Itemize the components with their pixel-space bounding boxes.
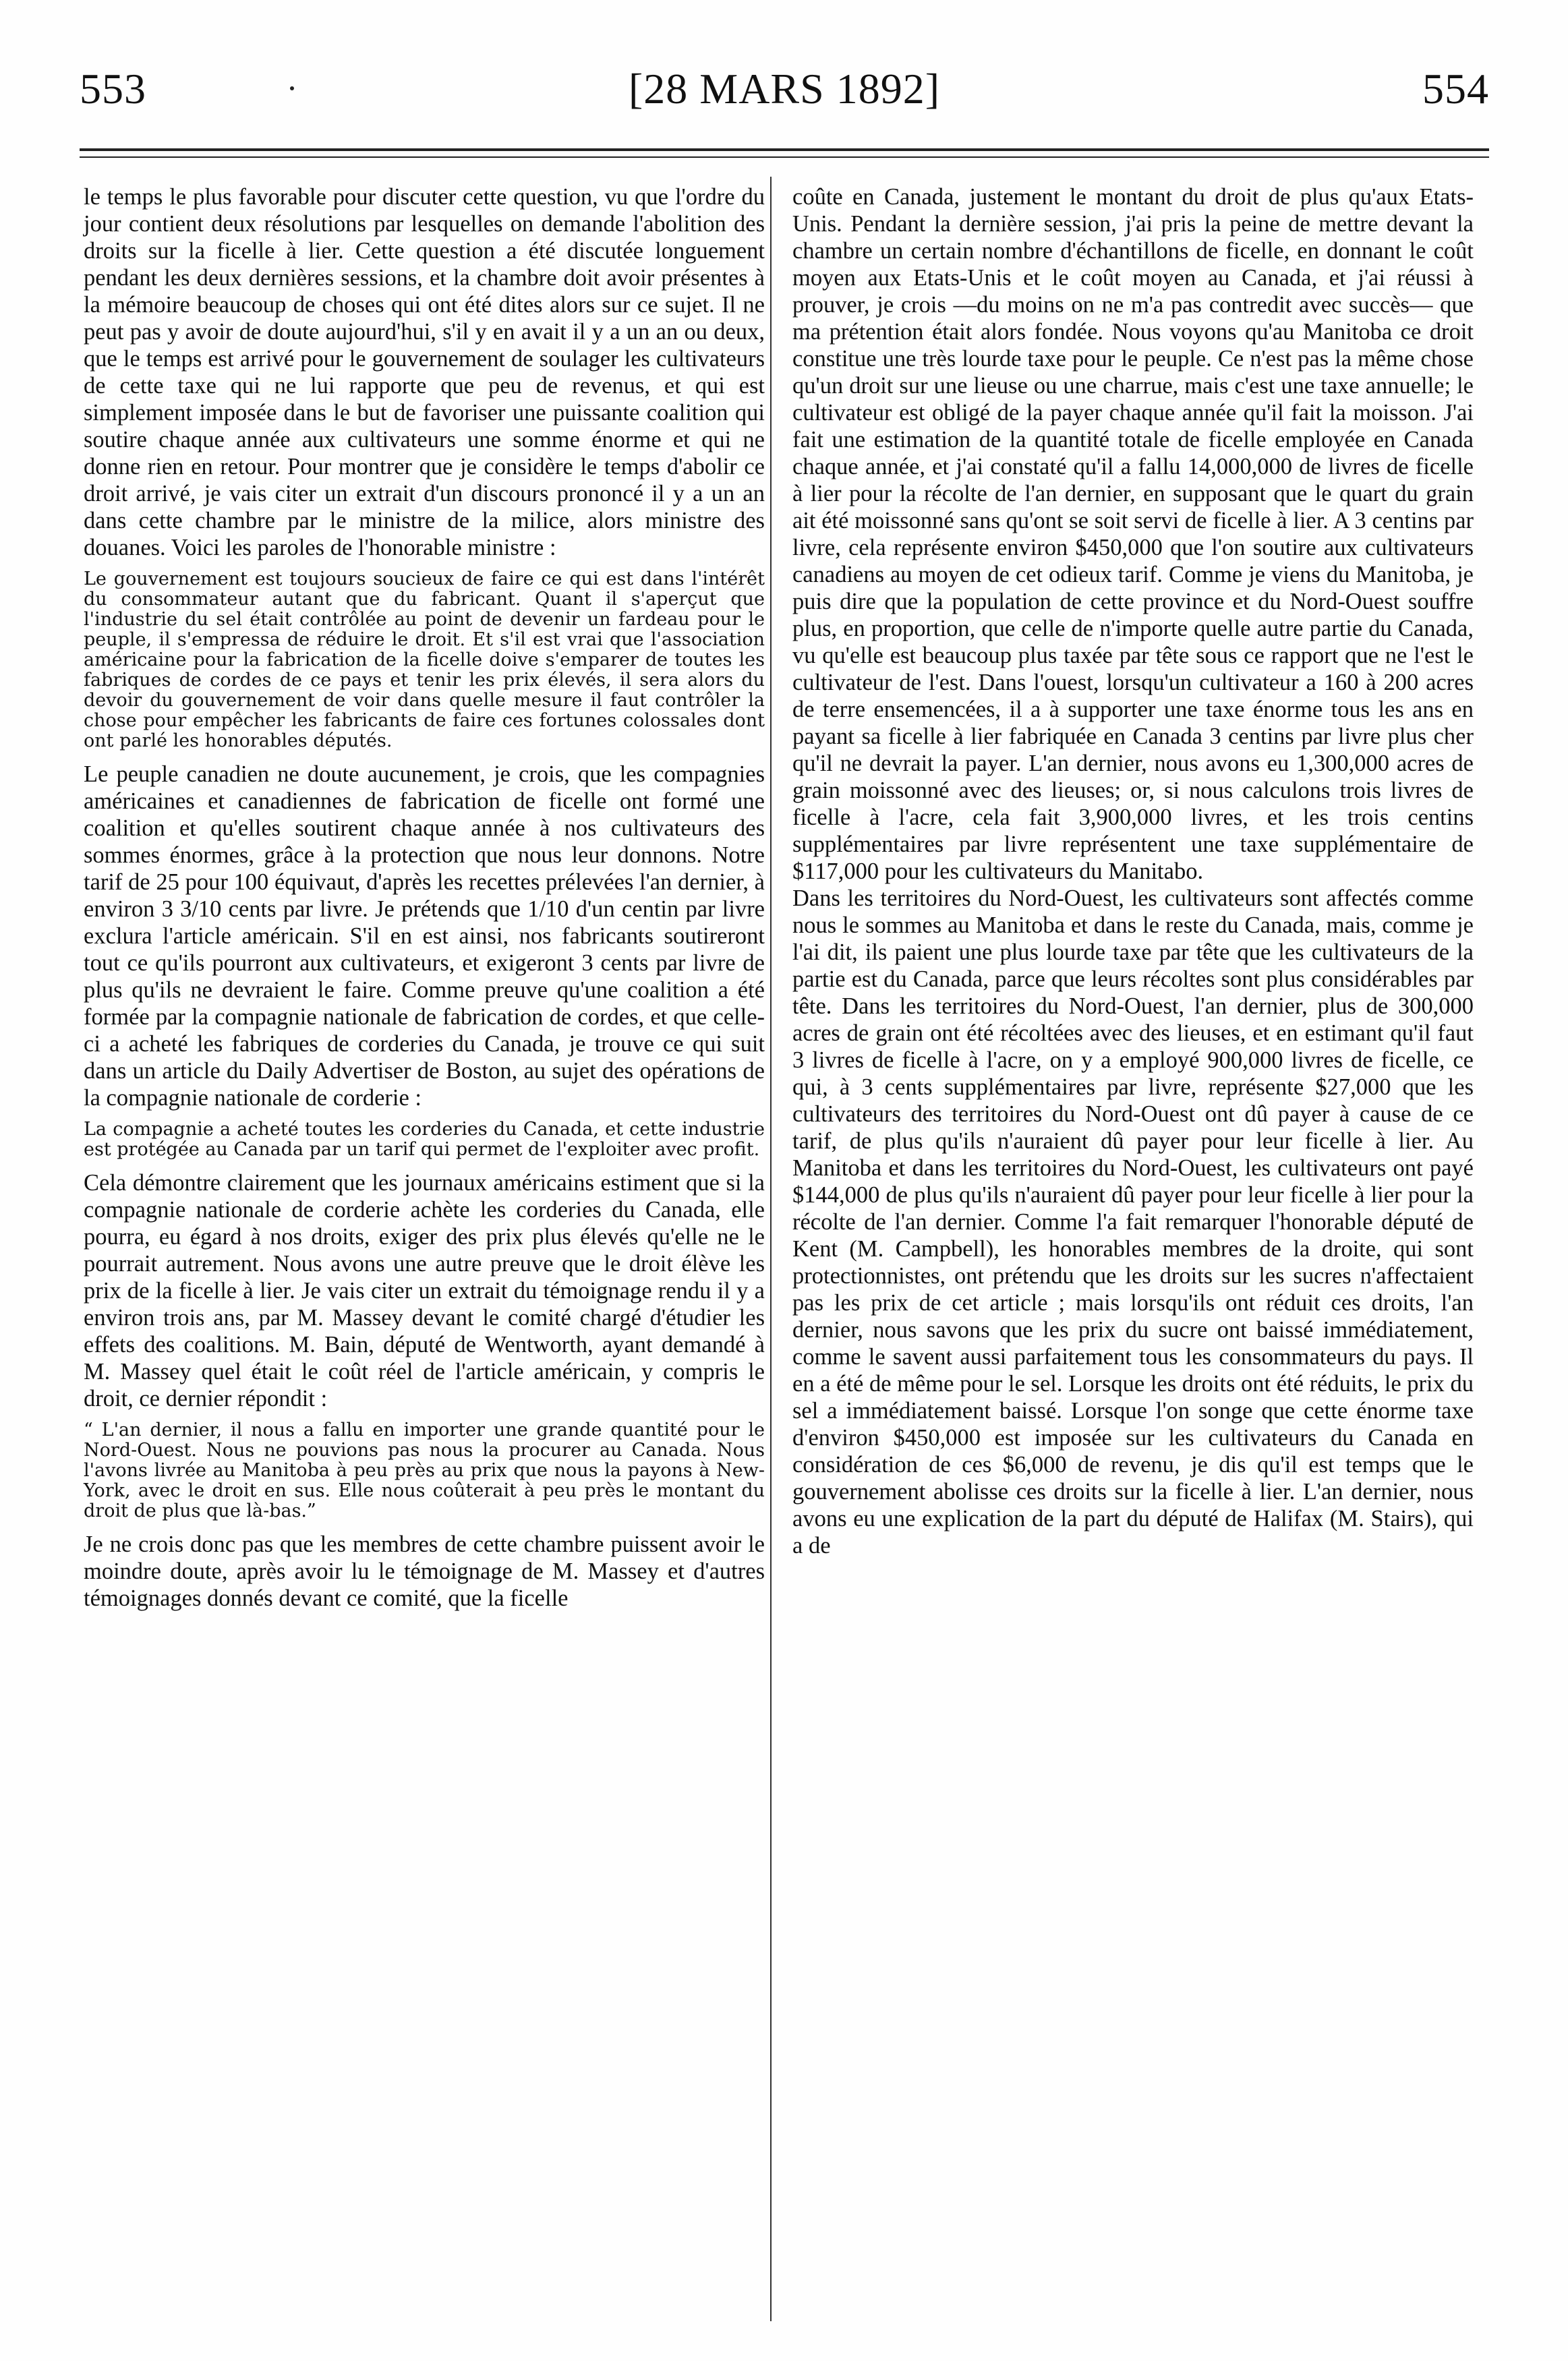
- left-paragraph-1: le temps le plus favorable pour discuter cette question, vu que l'ordre du jour contient deux résolutions par lesquelles on demande l'abolition des droits sur la ficelle à lier. Cette question a été discutée longuement pendant les deux dernières sessions, et la chambre doit avoir présentes à la mémoire beaucoup de choses qui ont été dites alors sur ce sujet. Il ne peut pas y avoir de doute aujourd'hui, s'il y en avait il y a un an ou deux, que le temps est arrivé pour le gouvernement de soulager les cultivateurs de cette taxe qui ne lui rapporte que peu de revenus, et qui est simplement imposée dans le but de favoriser une puissante coalition qui soutire chaque année aux cultivateurs une somme énorme et qui ne donne rien en retour. Pour montrer que je considère le temps d'abolir ce droit arrivé, je vais citer un extrait d'un discours prononcé il y a un an dans cette chambre par le ministre de la milice, alors ministre des douanes. Voici les paroles de l'honorable ministre :: [84, 184, 765, 560]
- header-rule-thin: [80, 156, 1489, 158]
- right-column: [792, 183, 1474, 1559]
- left-quote-3: “ L'an dernier, il nous a fallu en importer une grande quantité pour le Nord-Ouest. Nous ne pouvions pas nous la procurer au Canada. Nous l'avons livrée au Manitoba à peu près au prix que nous la payons à New-York, avec le droit en sus. Elle nous coûterait à peu près le montant du droit de plus que là-bas.”: [84, 1420, 765, 1521]
- left-quote-1: Le gouvernement est toujours soucieux de faire ce qui est dans l'intérêt du consommateur autant que du fabricant. Quant il s'aperçut que l'industrie du sel était contrôlée au point de devenir un fardeau pour le peuple, il s'empressa de réduire le droit. Et s'il est vrai que l'association américaine pour la fabrication de la ficelle doive s'emparer de toutes les fabriques de cordes de ce pays et tenir les prix élevés, il sera alors du devoir du gouvernement de voir dans quelle mesure il faut contrôler la chose pour empêcher les fabricants de faire ces fortunes colossales dont ont parlé les honorables députés.: [84, 569, 765, 751]
- left-paragraph-3: Cela démontre clairement que les journaux américains estiment que si la compagnie nationale de corderie achète les corderies du Canada, elle pourra, eu égard à nos droits, exiger des prix plus élevés qu'elle ne le pourrait autrement. Nous avons une autre preuve que le droit élève les prix de la ficelle à lier. Je vais citer un extrait du témoignage rendu il y a environ trois ans, par M. Massey devant le comité chargé d'étudier les effets des coalitions. M. Bain, député de Wentworth, ayant demandé à M. Massey quel était le coût réel de l'article américain, y compris le droit, ce dernier répondit :: [84, 1170, 765, 1411]
- header-dot: [290, 86, 294, 90]
- left-quote-2: La compagnie a acheté toutes les corderies du Canada, et cette industrie est protégée au Canada par un tarif qui permet de l'exploiter avec profit.: [84, 1119, 765, 1160]
- right-paragraph-1: coûte en Canada, justement le montant du droit de plus qu'aux Etats-Unis. Pendant la dernière session, j'ai pris la peine de mettre devant la chambre un certain nombre d'échantillons de ficelle, en donnant le coût moyen aux Etats-Unis et le coût moyen au Canada, et j'ai réussi à prouver, je crois —du moins on ne m'a pas contredit avec succès— que ma prétention était alors fondée. Nous voyons qu'au Manitoba ce droit constitue une très lourde taxe pour le peuple. Ce n'est pas la même chose qu'un droit sur une lieuse ou une charrue, mais c'est une taxe annuelle; le cultivateur est obligé de la payer chaque année qu'il fait la moisson. J'ai fait une estimation de la quantité totale de ficelle employée en Canada chaque année, et j'ai constaté qu'il a fallu 14,000,000 de livres de ficelle à lier pour la récolte de l'an dernier, en supposant que le quart du grain ait été moissonné sans qu'ont se soit servi de ficelle à lier. A 3 centins par livre, cela représente environ $450,000 que l'on soutire aux cultivateurs canadiens au moyen de cet odieux tarif. Comme je viens du Manitoba, je puis dire que la population de cette province et du Nord-Ouest souffre plus, en proportion, que celle de n'importe quelle autre partie du Canada, vu qu'elle est beaucoup plus taxée par tête sous ce rapport que ne l'est le cultivateur de l'est. Dans l'ouest, lorsqu'un cultivateur a 160 à 200 acres de terre ensemencées, il a à supporter une taxe énorme tous les ans en payant sa ficelle à lier fabriquée en Canada 3 centins par livre plus cher qu'il ne devrait la payer. L'an dernier, nous avons eu 1,300,000 acres de grain moissonné avec des lieuses; or, si nous calculons trois livres de ficelle à l'acre, cela fait 3,900,000 livres, et les trois centins supplémentaires par livre représentent une taxe supplémentaire de $117,000 pour les cultivateurs du Manitabo.: [792, 184, 1474, 884]
- header-rule-thick: [80, 148, 1489, 151]
- left-paragraph-4: Je ne crois donc pas que les membres de cette chambre puissent avoir le moindre doute, après avoir lu le témoignage de M. Massey et d'autres témoignages donnés devant ce comité, que la ficelle: [84, 1532, 765, 1611]
- right-paragraph-2: Dans les territoires du Nord-Ouest, les cultivateurs sont affectés comme nous le sommes au Manitoba et dans le reste du Canada, mais, comme je l'ai dit, ils paient une plus lourde taxe par tête que les cultivateurs de la partie est du Canada, parce que leurs récoltes sont plus considérables par tête. Dans les territoires du Nord-Ouest, l'an dernier, plus de 300,000 acres de grain ont été récoltées avec des lieuses, et en estimant qu'il faut 3 livres de ficelle à l'acre, on y a employé 900,000 livres de ficelle, ce qui, à 3 cents supplémentaires par livre, représente $27,000 que les cultivateurs des territoires du Nord-Ouest ont dû payer à cause de ce tarif, de plus qu'ils n'auraient dû payer pour leur ficelle à lier. Au Manitoba et dans les territoires du Nord-Ouest, les cultivateurs ont payé $144,000 de plus qu'ils n'auraient dû payer pour leur ficelle à lier pour la récolte de l'an dernier. Comme l'a fait remarquer l'honorable député de Kent (M. Campbell), les honorables membres de la droite, qui sont protectionnistes, ont prétendu que les droits sur les sucres n'affectaient pas les prix de cet article ; mais lorsqu'ils ont réduit ces droits, l'an dernier, nous savons que les prix du sucre ont baissé immédiatement, comme le savent aussi parfaitement tous les consommateurs du pays. Il en a été de même pour le sel. Lorsque les droits ont été réduits, le prix du sel a immédiatement baissé. Lorsque l'on songe que cette énorme taxe d'environ $450,000 est imposée sur les cultivateurs du Canada en considération de ces $6,000 de revenu, je dis qu'il est temps que le gouvernement abolisse ces droits sur la ficelle à lier. L'an dernier, nous avons eu une explication de la part du député de Halifax (M. Stairs), qui a de: [792, 885, 1474, 1558]
- left-paragraph-2: Le peuple canadien ne doute aucunement, je crois, que les compagnies américaines et canadiennes de fabrication de ficelle ont formé une coalition et qu'elles soutirent chaque année à nos cultivateurs des sommes énormes, grâce à la protection que nous leur donnons. Notre tarif de 25 pour 100 équivaut, d'après les recettes prélevées l'an dernier, à environ 3 3/10 cents par livre. Je prétends que 1/10 d'un centin par livre exclura l'article américain. S'il en est ainsi, nos fabricants soutireront tout ce qu'ils pourront aux cultivateurs, et exigeront 3 cents par livre de plus qu'ils ne devraient le faire. Comme preuve qu'une coalition a été formée par la compagnie nationale de fabrication de cordes, et que celle-ci a acheté les fabriques de corderies du Canada, je trouve ce qui suit dans un article du Daily Advertiser de Boston, au sujet des opérations de la compagnie nationale de corderie :: [84, 761, 765, 1111]
- left-column: [84, 183, 765, 1612]
- page-date: [28 MARS 1892]: [628, 65, 941, 113]
- column-divider: [770, 177, 772, 2321]
- page-number-right: 554: [1422, 65, 1489, 113]
- page-number-left: 553: [80, 65, 146, 113]
